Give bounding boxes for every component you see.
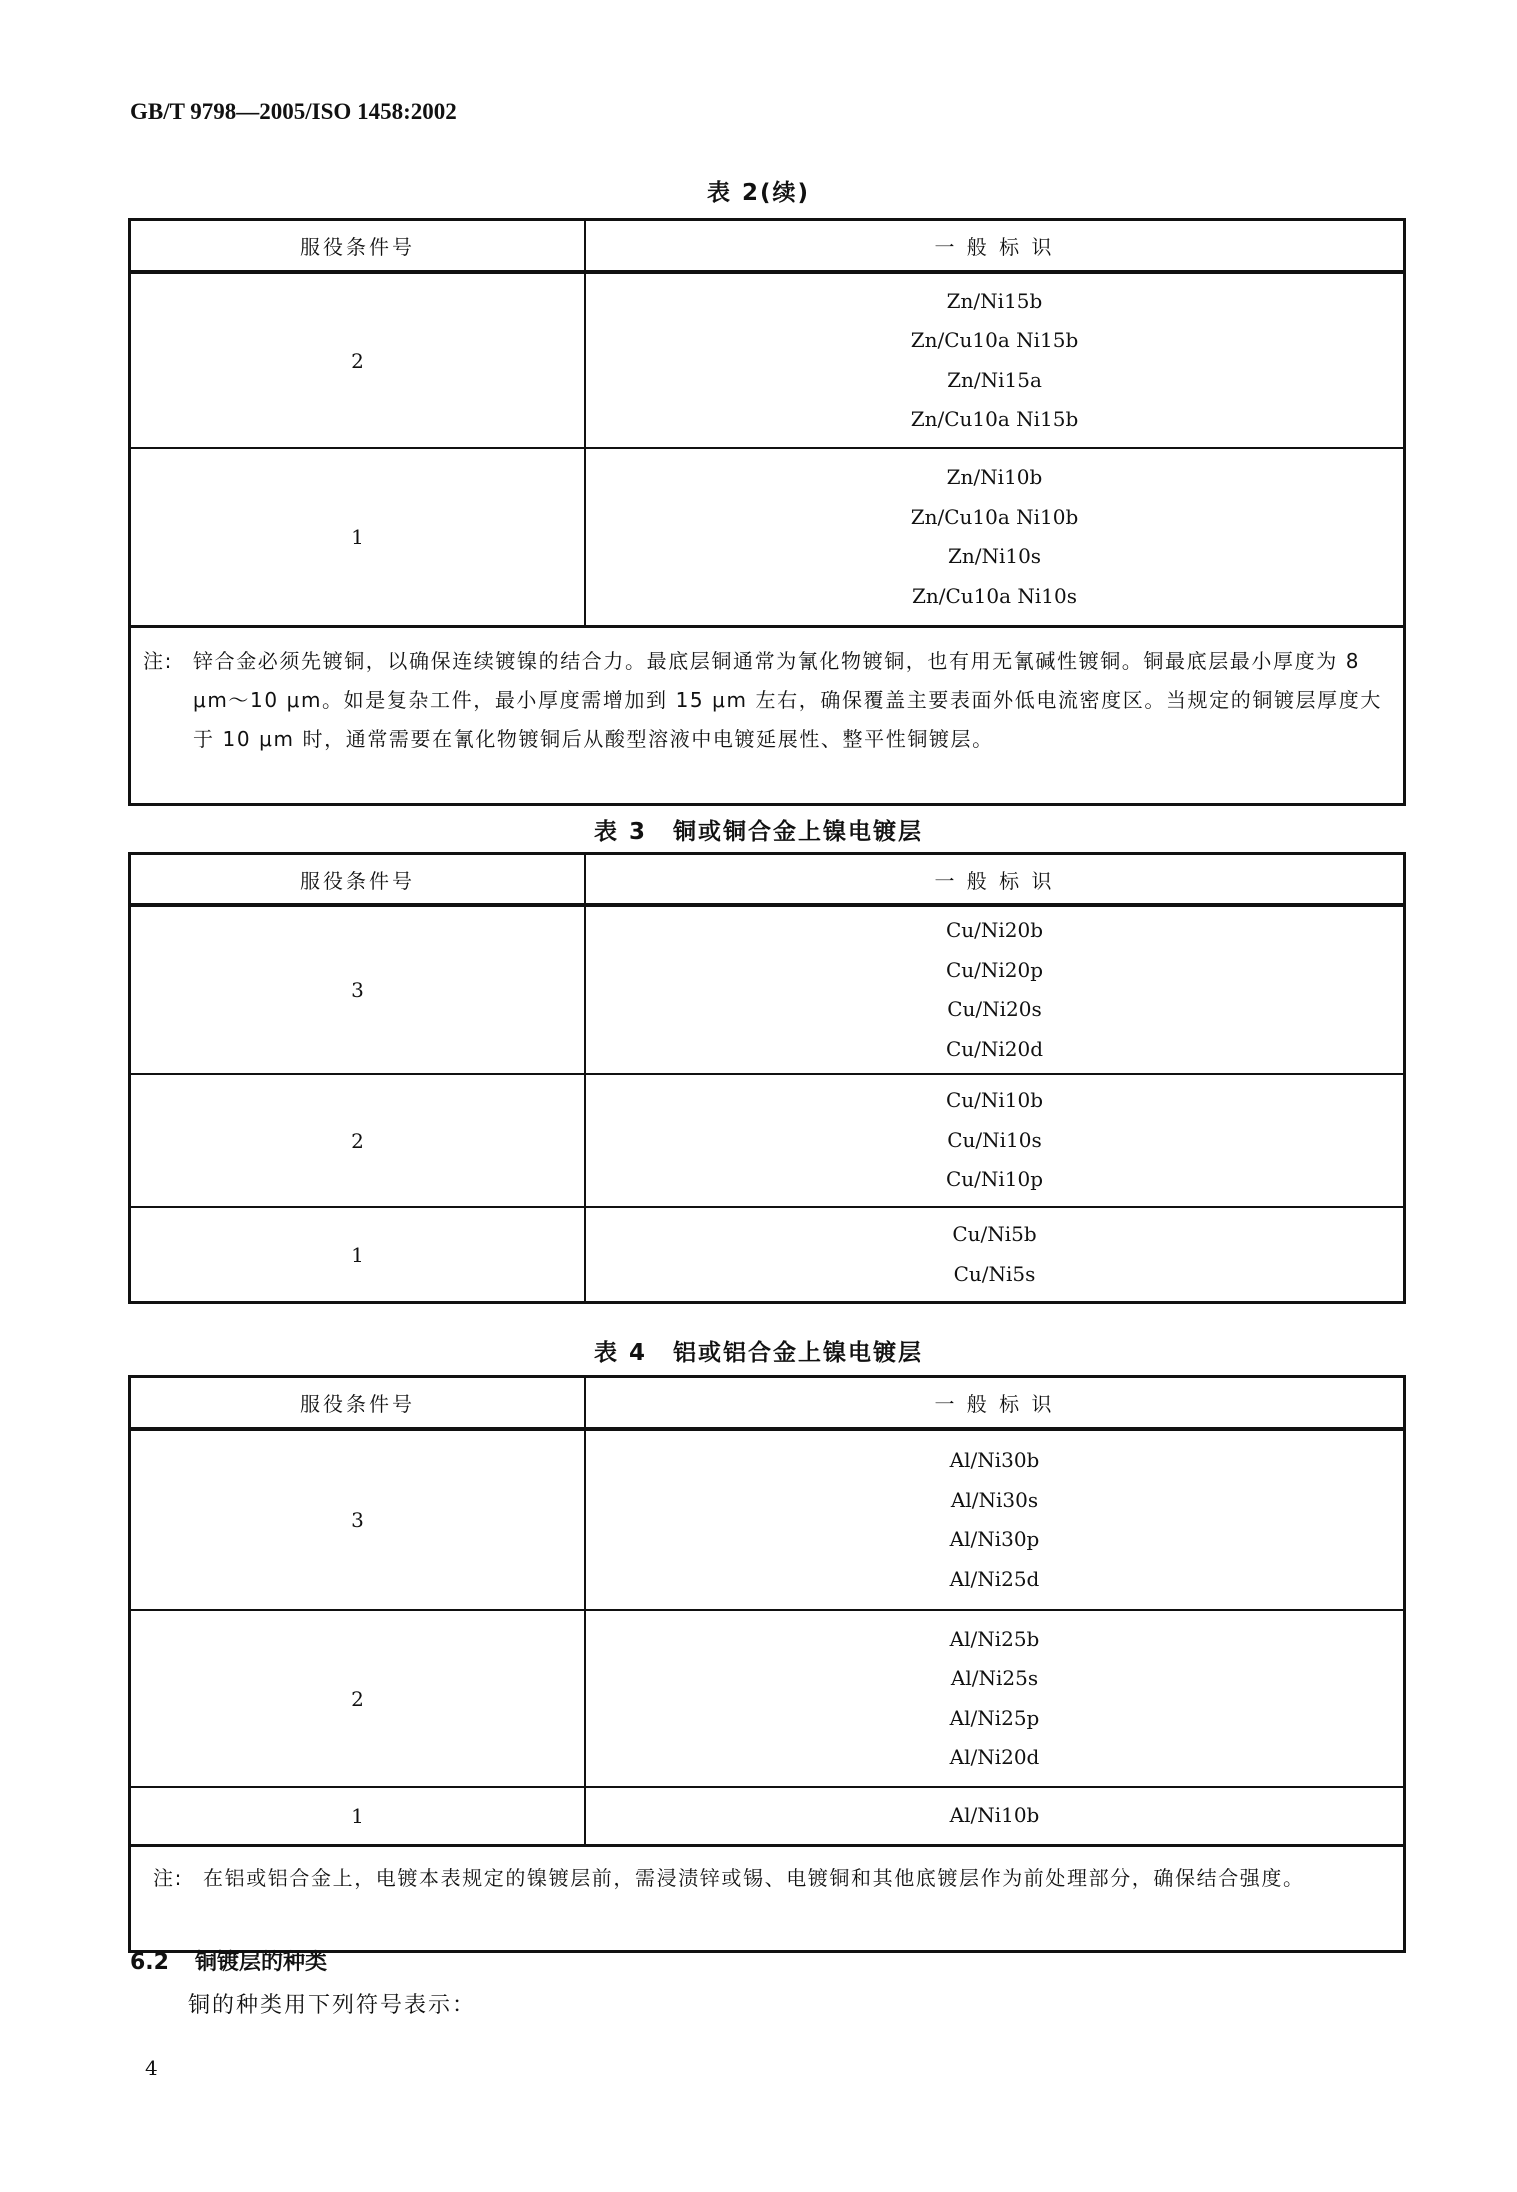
- condition-cell: 1: [131, 449, 586, 625]
- table-row: [131, 1431, 1403, 1611]
- table3-caption: 铜或铜合金上镍电镀层: [673, 819, 923, 845]
- marks-cell: [586, 1075, 1403, 1206]
- column-header-condition: 服役条件号: [131, 221, 586, 270]
- table4-note: [131, 1844, 1403, 1950]
- section-title: 铜镀层的种类: [194, 1950, 327, 1975]
- mark: Al/Ni30s: [950, 1487, 1039, 1512]
- condition-cell: 3: [131, 1431, 586, 1609]
- marks-cell: [586, 1208, 1403, 1301]
- marks-cell: [586, 1788, 1403, 1844]
- condition-cell: 2: [131, 274, 586, 447]
- section-heading: [130, 1945, 327, 1976]
- mark: Zn/Cu10a Ni15b: [910, 407, 1079, 431]
- table3-number: 表 3: [593, 819, 647, 845]
- mark: Al/Ni30p: [949, 1527, 1040, 1551]
- page-number: 4: [145, 2056, 158, 2080]
- mark: Zn/Cu10a Ni10b: [910, 504, 1079, 529]
- standard-code: GB/T 9798—2005/ISO 1458:2002: [130, 99, 457, 124]
- condition-cell: 3: [131, 907, 586, 1073]
- condition-cell: 2: [131, 1611, 586, 1786]
- table-header-row: [131, 855, 1403, 907]
- column-header-condition: 服役条件号: [131, 1378, 586, 1427]
- condition-cell: 1: [131, 1208, 586, 1301]
- table-row: [131, 1208, 1403, 1301]
- mark: Zn/Cu10a Ni10s: [911, 583, 1078, 608]
- table-2: [128, 218, 1406, 806]
- table-row: [131, 1788, 1403, 1844]
- section-number: 6.2: [130, 1950, 169, 1975]
- mark: Zn/Ni10b: [946, 465, 1043, 489]
- table4-caption: 铝或铝合金上镍电镀层: [673, 1340, 923, 1366]
- marks-cell: [586, 907, 1403, 1073]
- mark: Cu/Ni20s: [947, 997, 1042, 1021]
- column-header-marking: 一 般 标 识: [934, 235, 1055, 259]
- table-row: [131, 449, 1403, 625]
- mark: Al/Ni25d: [949, 1566, 1040, 1591]
- mark: Cu/Ni10b: [945, 1088, 1044, 1113]
- table-3: [128, 852, 1406, 1304]
- column-header-marking: 一 般 标 识: [934, 868, 1055, 893]
- mark: Cu/Ni5s: [953, 1261, 1036, 1286]
- table2-title: 表 2(续): [706, 180, 811, 206]
- mark: Al/Ni10b: [949, 1803, 1040, 1828]
- table-header-row: [131, 1378, 1403, 1431]
- column-header-marking: 一 般 标 识: [934, 1392, 1055, 1416]
- mark: Al/Ni25s: [950, 1666, 1039, 1690]
- mark: Cu/Ni20d: [945, 1036, 1044, 1061]
- mark: Cu/Ni5b: [952, 1222, 1037, 1246]
- note-text: 在铝或铝合金上，电镀本表规定的镍镀层前，需浸渍锌或锡、电镀铜和其他底镀层作为前处理部分，确保结合强度。: [203, 1866, 1305, 1890]
- marks-cell: [586, 1611, 1403, 1786]
- mark: Zn/Ni10s: [947, 544, 1042, 568]
- condition-cell: 2: [131, 1075, 586, 1206]
- note-label: 注:: [153, 1866, 183, 1890]
- mark: Al/Ni30b: [949, 1448, 1040, 1472]
- mark: Zn/Ni15a: [947, 367, 1042, 392]
- table3-title: [0, 813, 1517, 846]
- standard-header: [130, 98, 457, 125]
- note-text: 锌合金必须先镀铜，以确保连续镀镍的结合力。最底层铜通常为氰化物镀铜，也有用无氰碱性镀铜。铜最底层最小厚度为 8 μm～10 μm。如是复杂工件，最小厚度需增加到 15 μm 左右，确保覆盖主要表面外低电流密度区。当规定的铜镀层厚度大于 10 μm 时，通常需要在氰化物镀铜后从酸型溶液中电镀延展性、整平性铜镀层。: [193, 649, 1382, 751]
- section-body: 铜的种类用下列符号表示：: [188, 1993, 477, 2018]
- condition-cell: 1: [131, 1788, 586, 1844]
- marks-cell: [586, 274, 1403, 447]
- table4-title: [0, 1334, 1517, 1367]
- mark: Cu/Ni20p: [945, 957, 1044, 982]
- mark: Al/Ni25b: [949, 1626, 1040, 1651]
- mark: Cu/Ni10p: [945, 1167, 1044, 1192]
- table-4: [128, 1375, 1406, 1953]
- marks-cell: [586, 1431, 1403, 1609]
- table4-number: 表 4: [593, 1340, 647, 1366]
- marks-cell: [586, 449, 1403, 625]
- table-row: [131, 907, 1403, 1075]
- mark: Cu/Ni20b: [945, 918, 1044, 942]
- mark: Al/Ni25p: [949, 1705, 1040, 1730]
- mark: Zn/Ni15b: [946, 288, 1043, 313]
- table-header-row: [131, 221, 1403, 274]
- table-row: [131, 274, 1403, 449]
- column-header-condition: 服役条件号: [131, 855, 586, 903]
- table-row: [131, 1075, 1403, 1208]
- mark: Zn/Cu10a Ni15b: [910, 328, 1079, 352]
- note-label: 注:: [143, 649, 173, 673]
- table2-note: [131, 625, 1403, 803]
- table-row: [131, 1611, 1403, 1788]
- mark: Cu/Ni10s: [947, 1127, 1042, 1152]
- mark: Al/Ni20d: [949, 1745, 1040, 1769]
